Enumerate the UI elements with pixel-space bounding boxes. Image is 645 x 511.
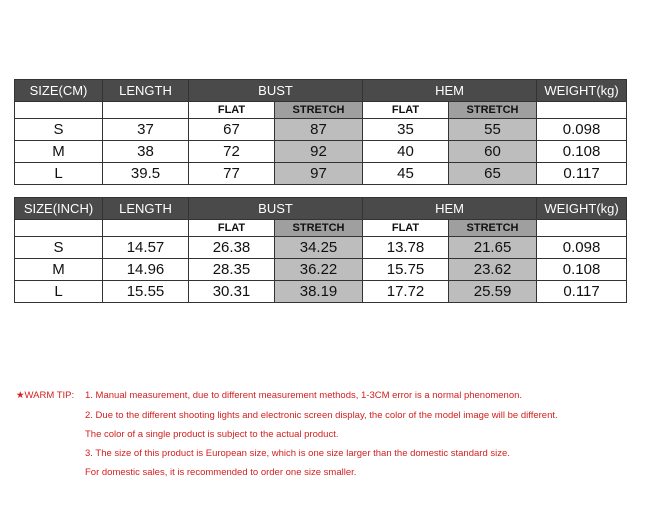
header-size: SIZE(INCH) [15,198,103,220]
header-length: LENGTH [103,80,189,102]
size-table-inch [14,197,627,303]
subheader-blank [15,220,103,237]
cell-bust-stretch: 34.25 [275,237,363,259]
header-weight: WEIGHT(kg) [537,198,627,220]
cell-length: 14.96 [103,259,189,281]
warm-tip-line: 1. Manual measurement, due to different measurement methods, 1-3CM error is a normal phenomenon. [85,390,523,401]
cell-bust-stretch: 97 [275,163,363,185]
cell-hem-flat: 15.75 [363,259,449,281]
cell-hem-flat: 40 [363,141,449,163]
cell-weight: 0.117 [537,163,627,185]
table-subheader-row [15,102,627,119]
table-row [15,237,627,259]
cell-bust-flat: 77 [189,163,275,185]
header-weight: WEIGHT(kg) [537,80,627,102]
header-bust: BUST [189,80,363,102]
cell-weight: 0.108 [537,259,627,281]
subheader-blank [537,220,627,237]
cell-length: 15.55 [103,281,189,303]
header-size: SIZE(CM) [15,80,103,102]
cell-weight: 0.117 [537,281,627,303]
table-row [15,119,627,141]
table-row [15,281,627,303]
warm-tip-line: For domestic sales, it is recommended to order one size smaller. [85,467,357,478]
cell-bust-flat: 28.35 [189,259,275,281]
table-row [15,141,627,163]
table-header-row [15,80,627,102]
table-row [15,163,627,185]
table-row [15,259,627,281]
header-length: LENGTH [103,198,189,220]
subheader-blank [103,220,189,237]
cell-hem-stretch: 25.59 [449,281,537,303]
subheader-blank [103,102,189,119]
cell-bust-flat: 30.31 [189,281,275,303]
cell-length: 37 [103,119,189,141]
cell-length: 39.5 [103,163,189,185]
warm-tip-line: 2. Due to the different shooting lights and electronic screen display, the color of the model image will be different. [85,410,558,421]
cell-hem-flat: 17.72 [363,281,449,303]
header-hem: HEM [363,80,537,102]
subheader-hem-flat: FLAT [363,220,449,237]
warm-tip-line: The color of a single product is subject to the actual product. [85,429,339,440]
cell-hem-stretch: 65 [449,163,537,185]
cell-bust-stretch: 87 [275,119,363,141]
star-icon: ★ [16,390,25,401]
subheader-blank [537,102,627,119]
cell-hem-stretch: 60 [449,141,537,163]
cell-size: M [15,141,103,163]
cell-bust-flat: 72 [189,141,275,163]
cell-size: S [15,119,103,141]
subheader-blank [15,102,103,119]
cell-size: L [15,163,103,185]
cell-bust-stretch: 92 [275,141,363,163]
cell-hem-stretch: 21.65 [449,237,537,259]
cell-size: M [15,259,103,281]
warm-tip-label-text: WARM TIP: [24,390,75,401]
table-header-row [15,198,627,220]
warm-tip-label [16,390,74,401]
warm-tip-line: 3. The size of this product is European size, which is one size larger than the domestic standard size. [85,448,510,459]
cell-hem-flat: 13.78 [363,237,449,259]
subheader-hem-stretch: STRETCH [449,102,537,119]
subheader-bust-flat: FLAT [189,102,275,119]
table-subheader-row [15,220,627,237]
cell-weight: 0.098 [537,119,627,141]
cell-weight: 0.098 [537,237,627,259]
cell-size: S [15,237,103,259]
cell-length: 14.57 [103,237,189,259]
cell-weight: 0.108 [537,141,627,163]
header-hem: HEM [363,198,537,220]
cell-hem-stretch: 55 [449,119,537,141]
cell-bust-stretch: 36.22 [275,259,363,281]
subheader-hem-stretch: STRETCH [449,220,537,237]
cell-hem-flat: 45 [363,163,449,185]
cell-hem-flat: 35 [363,119,449,141]
subheader-bust-stretch: STRETCH [275,220,363,237]
header-bust: BUST [189,198,363,220]
subheader-hem-flat: FLAT [363,102,449,119]
subheader-bust-flat: FLAT [189,220,275,237]
cell-bust-stretch: 38.19 [275,281,363,303]
size-table-cm [14,79,627,185]
cell-length: 38 [103,141,189,163]
cell-hem-stretch: 23.62 [449,259,537,281]
subheader-bust-stretch: STRETCH [275,102,363,119]
cell-bust-flat: 67 [189,119,275,141]
cell-bust-flat: 26.38 [189,237,275,259]
cell-size: L [15,281,103,303]
